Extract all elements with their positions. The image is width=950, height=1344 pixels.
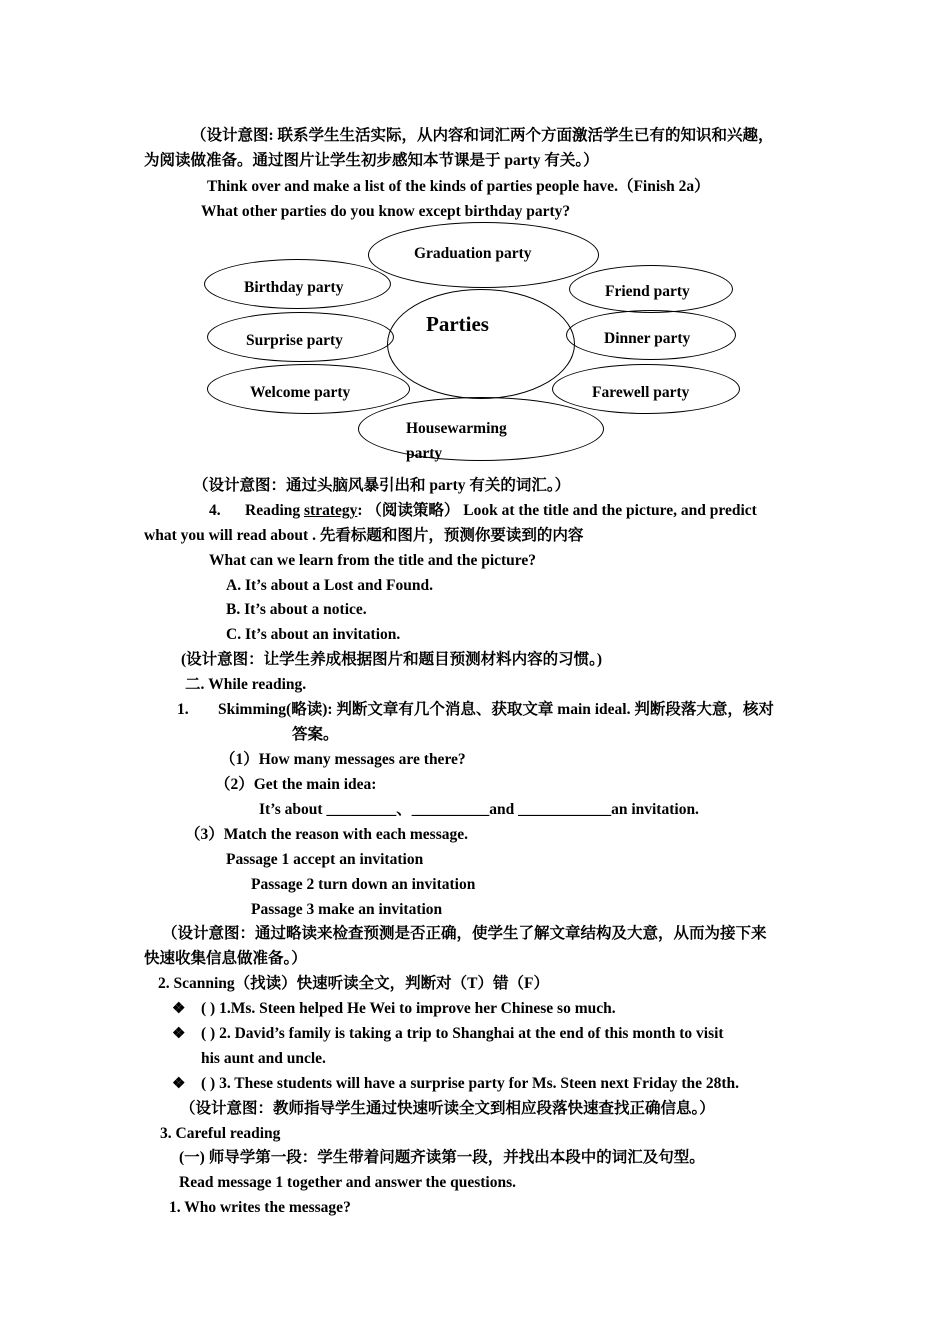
skimming-line-1: Skimming(略读): 判断文章有几个消息、获取文章 main ideal. 判断段落大意，核对 bbox=[218, 701, 774, 718]
friend-label: Friend party bbox=[605, 283, 690, 300]
statement-2-cont: his aunt and uncle. bbox=[201, 1050, 326, 1067]
careful-reading-q1: 1. Who writes the message? bbox=[169, 1199, 351, 1216]
diamond-bullet-icon: ❖ bbox=[172, 1076, 186, 1092]
design-note-2: （设计意图：通过头脑风暴引出和 party 有关的词汇。） bbox=[193, 477, 571, 494]
task-instruction: Think over and make a list of the kinds of parties people have.（Finish 2a） bbox=[207, 178, 710, 195]
strategy-number: 4. bbox=[209, 502, 221, 519]
graduation-label: Graduation party bbox=[414, 245, 532, 262]
skimming-q2: （2）Get the main idea: bbox=[215, 776, 377, 793]
design-note-1: （设计意图: 联系学生生活实际，从内容和词汇两个方面激活学生已有的知识和兴趣， bbox=[191, 127, 774, 144]
skimming-q1: （1）How many messages are there? bbox=[220, 751, 466, 768]
scanning-heading: 2. Scanning（找读）快速听读全文，判断对（T）错（F） bbox=[158, 975, 549, 992]
design-note-1-cont: 为阅读做准备。通过图片让学生初步感知本节课是于 party 有关。） bbox=[144, 152, 599, 169]
passage-2: Passage 2 turn down an invitation bbox=[251, 876, 476, 893]
parties-center-oval bbox=[387, 289, 575, 399]
careful-reading-instruction: Read message 1 together and answer the questions. bbox=[179, 1174, 516, 1191]
option-c: C. It’s about an invitation. bbox=[226, 626, 401, 643]
statement-1: ( ) 1.Ms. Steen helped He Wei to improve her Chinese so much. bbox=[201, 1000, 616, 1017]
design-note-4: （设计意图：通过略读来检查预测是否正确，使学生了解文章结构及大意，从而为接下来 bbox=[162, 925, 767, 942]
passage-1: Passage 1 accept an invitation bbox=[226, 851, 424, 868]
surprise-label: Surprise party bbox=[246, 332, 343, 349]
brainstorm-question: What other parties do you know except birthday party? bbox=[201, 203, 571, 220]
farewell-label: Farewell party bbox=[592, 384, 690, 401]
housewarming-label: Housewarming bbox=[406, 420, 507, 437]
option-a: A. It’s about a Lost and Found. bbox=[226, 577, 434, 594]
design-note-3: (设计意图：让学生养成根据图片和题目预测材料内容的习惯。) bbox=[181, 651, 603, 668]
careful-reading-heading: 3. Careful reading bbox=[160, 1125, 281, 1142]
statement-2: ( ) 2. David’s family is taking a trip to Shanghai at the end of this month to visit bbox=[201, 1025, 724, 1042]
skimming-line-2: 答案。 bbox=[292, 726, 339, 743]
prediction-question: What can we learn from the title and the picture? bbox=[209, 552, 537, 569]
statement-3: ( ) 3. These students will have a surprise party for Ms. Steen next Friday the 28th. bbox=[201, 1075, 740, 1092]
birthday-label: Birthday party bbox=[244, 279, 344, 296]
diamond-bullet-icon: ❖ bbox=[172, 1001, 186, 1017]
skimming-number: 1. bbox=[177, 701, 189, 718]
design-note-4-cont: 快速收集信息做准备。） bbox=[144, 950, 307, 967]
passage-3: Passage 3 make an invitation bbox=[251, 901, 443, 918]
dinner-label: Dinner party bbox=[604, 330, 691, 347]
while-reading-heading: 二. While reading. bbox=[185, 676, 307, 693]
diamond-bullet-icon: ❖ bbox=[172, 1026, 186, 1042]
option-b: B. It’s about a notice. bbox=[226, 601, 367, 618]
welcome-label: Welcome party bbox=[250, 384, 351, 401]
main-idea-fill-in: It’s about _________、__________and ____________an invitation. bbox=[259, 801, 699, 818]
design-note-5: （设计意图：教师指导学生通过快速听读全文到相应段落快速查找正确信息。） bbox=[180, 1100, 715, 1117]
strategy-line-1: Reading strategy: （阅读策略） Look at the title and the picture, and predict bbox=[245, 502, 757, 519]
strategy-line-2: what you will read about . 先看标题和图片，预测你要读到的内容 bbox=[144, 527, 584, 544]
housewarming-label-2: party bbox=[406, 445, 443, 462]
careful-reading-sub: (一) 师导学第一段：学生带着问题齐读第一段，并找出本段中的词汇及句型。 bbox=[179, 1149, 705, 1166]
parties-center-label: Parties bbox=[426, 312, 489, 336]
strategy-underlined: strategy bbox=[304, 502, 358, 519]
skimming-q3: （3）Match the reason with each message. bbox=[185, 826, 468, 843]
